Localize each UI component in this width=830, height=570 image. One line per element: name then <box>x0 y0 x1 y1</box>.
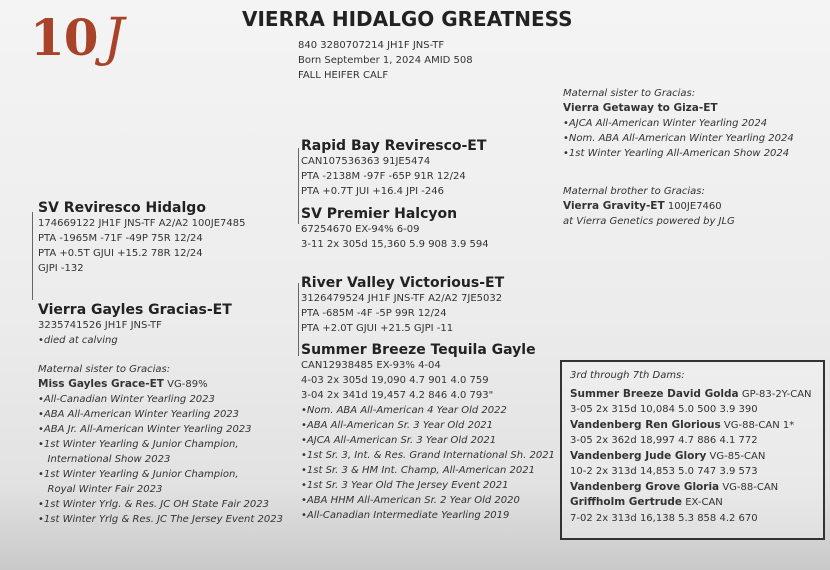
maternal-sister-right-name: Vierra Getaway to Giza-ET <box>563 102 718 114</box>
dam-note-line: •died at calving <box>38 335 118 346</box>
dam-sire-pta-line-2: PTA +2.0T GJUI +21.5 GJPI -11 <box>301 323 454 334</box>
subject-birth-line: Born September 1, 2024 AMID 508 <box>298 55 473 66</box>
maternal-sister-left-award-4: •1st Winter Yearling & Junior Champion, <box>38 439 239 450</box>
dam-dam-award-7: •ABA HHM All-American Sr. 2 Year Old 2020 <box>301 495 520 506</box>
dam-dam-award-2: •ABA All-American Sr. 3 Year Old 2021 <box>301 420 494 431</box>
dam6-name: Vandenberg Grove Gloria <box>570 480 720 493</box>
sire-sire-pta-line-1: PTA -2138M -97F -65P 91R 12/24 <box>301 171 466 182</box>
pedigree-line-sire <box>298 148 299 224</box>
sire-gjpi-line: GJPI -132 <box>38 263 84 274</box>
maternal-sister-right-award-3: •1st Winter Yearling All-American Show 2024 <box>563 148 790 159</box>
dam7-record: 7-02 2x 313d 16,138 5.3 858 4.2 670 <box>570 512 758 524</box>
maternal-sister-left-heading: Maternal sister to Gracias: <box>38 364 171 375</box>
pedigree-line-dam <box>298 283 299 356</box>
dam4-name: Vandenberg Ren Glorious <box>570 418 721 431</box>
dam5-record: 10-2 2x 313d 14,853 5.0 747 3.9 573 <box>570 466 758 477</box>
dam-dam-reg-line: CAN12938485 EX-93% 4-04 <box>301 360 441 371</box>
page-title: VIERRA HIDALGO GREATNESS <box>242 7 573 31</box>
dam-dam-award-5: •1st Sr. 3 & HM Int. Champ, All-American 2021 <box>301 465 535 476</box>
maternal-sister-left-block <box>38 362 283 527</box>
dam-dam-block <box>301 342 555 523</box>
sire-sire-block <box>301 138 486 199</box>
maternal-sister-left-award-7: •1st Winter Yrlg & Res. JC The Jersey Event 2023 <box>38 514 283 525</box>
sire-dam-block <box>301 206 489 252</box>
dam-dam-name: Summer Breeze Tequila Gayle <box>301 342 536 358</box>
dam7-score: EX-CAN <box>682 497 723 508</box>
maternal-sister-right-award-1: •AJCA All-American Winter Yearling 2024 <box>563 118 768 129</box>
dam-dam-award-3: •AJCA All-American Sr. 3 Year Old 2021 <box>301 435 497 446</box>
maternal-brother-note: at Vierra Genetics powered by JLG <box>563 216 735 227</box>
maternal-sister-left-award-2: •ABA All-American Winter Yearling 2023 <box>38 409 240 420</box>
dam5-score: VG-85-CAN <box>706 450 766 462</box>
lot-number <box>30 8 123 68</box>
dam-dam-award-4: •1st Sr. 3, Int. & Res. Grand International Sh. 2021 <box>301 450 555 461</box>
maternal-brother-name: Vierra Gravity-ET <box>563 200 665 212</box>
sire-sire-pta-line-2: PTA +0.7T JUI +16.4 JPI -246 <box>301 186 444 197</box>
maternal-sister-left-score: VG-89% <box>163 379 208 390</box>
dam7-name: Griffholm Gertrude <box>570 496 683 508</box>
dam4-record: 3-05 2x 362d 18,997 4.7 886 4.1 772 <box>570 435 758 446</box>
pedigree-line-main <box>32 212 33 300</box>
subject-class-line: FALL HEIFER CALF <box>298 70 389 81</box>
maternal-sister-left-award-5: •1st Winter Yearling & Junior Champion, <box>38 469 239 480</box>
dam4-score: VG-88-CAN 1* <box>720 419 795 431</box>
maternal-brother-block <box>563 184 735 229</box>
maternal-brother-code: 100JE7460 <box>664 201 722 212</box>
subject-info <box>298 38 473 83</box>
maternal-sister-right-heading: Maternal sister to Gracias: <box>563 88 696 99</box>
dam-sire-name: River Valley Victorious-ET <box>301 275 505 291</box>
maternal-sister-right-block <box>563 86 794 161</box>
maternal-sister-left-award-1: •All-Canadian Winter Yearling 2023 <box>38 394 215 405</box>
dam-dam-award-6: •1st Sr. 3 Year Old The Jersey Event 2021 <box>301 480 509 491</box>
dam5-name: Vandenberg Jude Glory <box>570 449 707 462</box>
dam-name: Vierra Gayles Gracias-ET <box>38 302 232 318</box>
sire-sire-reg-line: CAN107536363 91JE5474 <box>301 156 431 167</box>
maternal-sister-left-award-5b: Royal Winter Fair 2023 <box>38 484 163 495</box>
dams-box-heading: 3rd through 7th Dams: <box>570 370 685 381</box>
dams-box <box>560 360 825 540</box>
dam-block <box>38 302 232 348</box>
lot-number-digits: 10 <box>30 8 98 67</box>
dam3-name: Summer Breeze David Golda <box>570 387 739 400</box>
maternal-brother-heading: Maternal brother to Gracias: <box>563 186 705 197</box>
maternal-sister-left-name: Miss Gayles Grace-ET <box>38 378 164 390</box>
maternal-sister-right-award-2: •Nom. ABA All-American Winter Yearling 2024 <box>563 133 794 144</box>
dam6-score: VG-88-CAN <box>719 481 779 493</box>
dam-sire-pta-line-1: PTA -685M -4F -5P 99R 12/24 <box>301 308 447 319</box>
maternal-sister-left-award-3: •ABA Jr. All-American Winter Yearling 2023 <box>38 424 252 435</box>
lot-number-suffix: J <box>103 8 124 68</box>
dam-dam-record-line-1: 4-03 2x 305d 19,090 4.7 901 4.0 759 <box>301 375 489 386</box>
maternal-sister-left-award-6: •1st Winter Yrlg. & Res. JC OH State Fair 2023 <box>38 499 270 510</box>
dam-dam-award-8: •All-Canadian Intermediate Yearling 2019 <box>301 510 510 521</box>
sire-name: SV Reviresco Hidalgo <box>38 200 206 216</box>
sire-dam-name: SV Premier Halcyon <box>301 206 458 222</box>
sire-pta-line-2: PTA +0.5T GJUI +15.2 78R 12/24 <box>38 248 203 259</box>
subject-id-line: 840 3280707214 JH1F JNS-TF <box>298 40 445 51</box>
sire-dam-reg-line: 67254670 EX-94% 6-09 <box>301 224 420 235</box>
sire-sire-name: Rapid Bay Reviresco-ET <box>301 138 487 154</box>
dam-dam-award-1: •Nom. ABA All-American 4 Year Old 2022 <box>301 405 507 416</box>
dam3-score: GP-83-2Y-CAN <box>738 388 812 400</box>
maternal-sister-left-award-4b: International Show 2023 <box>38 454 171 465</box>
dam-sire-block <box>301 275 504 336</box>
sire-dam-record-line: 3-11 2x 305d 15,360 5.9 908 3.9 594 <box>301 239 489 250</box>
sire-reg-line: 174669122 JH1F JNS-TF A2/A2 100JE7485 <box>38 218 246 229</box>
dam-dam-record-line-2: 3-04 2x 341d 19,457 4.2 846 4.0 793" <box>301 390 494 401</box>
dam-sire-reg-line: 3126479524 JH1F JNS-TF A2/A2 7JE5032 <box>301 293 503 304</box>
dam-reg-line: 3235741526 JH1F JNS-TF <box>38 320 162 331</box>
dam3-record: 3-05 2x 315d 10,084 5.0 500 3.9 390 <box>570 404 758 415</box>
sire-pta-line-1: PTA -1965M -71F -49P 75R 12/24 <box>38 233 203 244</box>
sire-block <box>38 200 245 276</box>
